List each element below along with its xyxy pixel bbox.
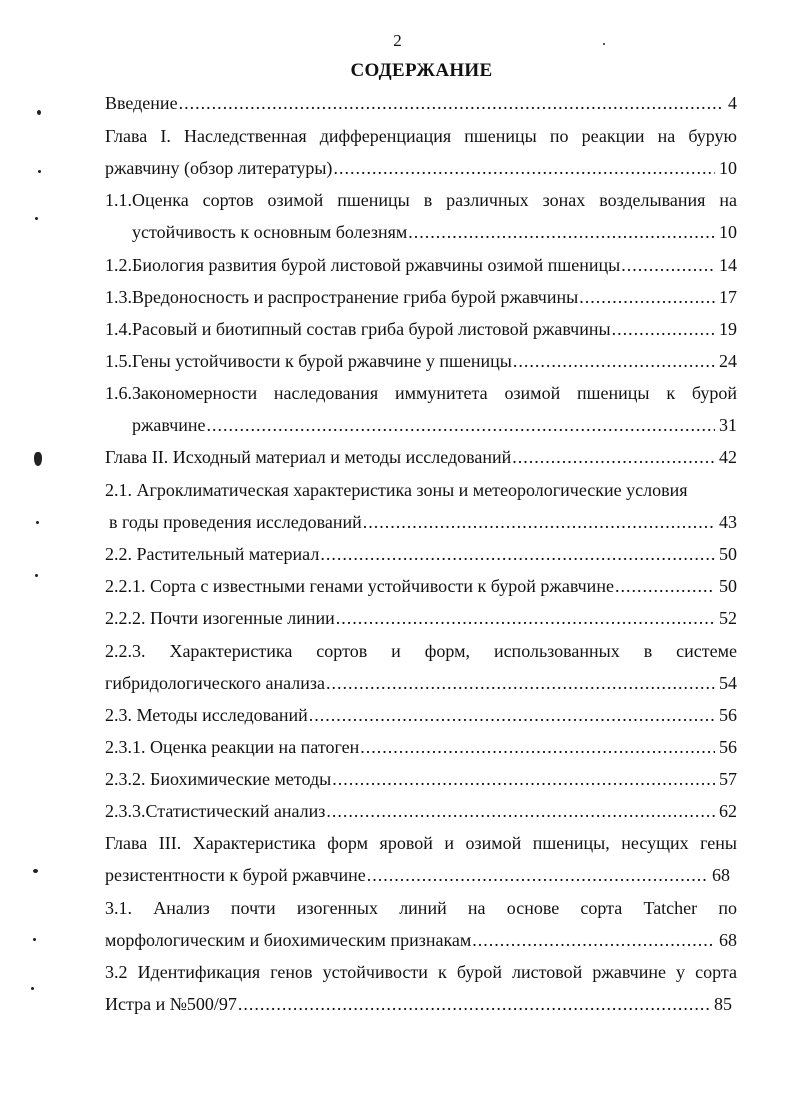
toc-entry-1-6-line1: 1.6.Закономерности наследования иммунитета озимой пшеницы к бурой xyxy=(105,383,737,403)
toc-page-number: 42 xyxy=(719,447,737,467)
toc-page-number: 4 xyxy=(728,93,737,113)
toc-entry-2-2-1 xyxy=(105,575,737,597)
toc-entry-text: 1.5.Гены устойчивости к бурой ржавчине у пшеницы xyxy=(105,351,512,371)
dot-leader xyxy=(363,511,715,533)
toc-entry-chapter-1-line1: Глава I. Наследственная дифференциация пшеницы по реакции на бурую xyxy=(105,126,737,146)
toc-entry-text: 2.3.2. Биохимические методы xyxy=(105,769,332,789)
toc-entry-1-6 xyxy=(132,414,737,436)
toc-page-number: 10 xyxy=(719,222,737,242)
toc-page-number: 62 xyxy=(719,801,737,821)
toc-page-number: 24 xyxy=(719,351,737,371)
toc-entry-2-1-line1: 2.1. Агроклиматическая характеристика зоны и метеорологические условия xyxy=(105,480,688,500)
scan-speck xyxy=(37,110,41,115)
toc-entry-text: 1.3.Вредоносность и распространение гриба бурой ржавчины xyxy=(105,287,579,307)
dot-leader xyxy=(512,446,715,468)
scan-speck xyxy=(33,869,38,873)
toc-entry-text: 1.2.Биология развития бурой листовой ржавчины озимой пшеницы xyxy=(105,255,621,275)
toc-entry-2-2-2 xyxy=(105,607,737,629)
toc-entry-2-3-2 xyxy=(105,768,737,790)
toc-entry-3-2 xyxy=(105,993,732,1015)
dot-leader xyxy=(615,575,715,597)
toc-entry-chapter-3-line1: Глава III. Характеристика форм яровой и озимой пшеницы, несущих гены xyxy=(105,833,737,853)
toc-page-number: 10 xyxy=(719,158,737,178)
dot-leader xyxy=(179,92,724,114)
toc-entry-text: 2.2.1. Сорта с известными генами устойчивости к бурой ржавчине xyxy=(105,576,614,596)
toc-entry-text: 1.4.Расовый и биотипный состав гриба бурой листовой ржавчины xyxy=(105,319,611,339)
dot-leader xyxy=(336,607,715,629)
toc-entry-text: Истра и №500/97 xyxy=(105,994,237,1014)
dot-leader xyxy=(513,350,715,372)
toc-page-number: 68 xyxy=(719,930,737,950)
toc-entry-1-1-line1: 1.1.Оценка сортов озимой пшеницы в различных зонах возделывания на xyxy=(105,190,737,210)
toc-page-number: 56 xyxy=(719,737,737,757)
toc-page-number: 17 xyxy=(719,287,737,307)
toc-entry-1-3 xyxy=(105,286,737,308)
toc-entry-text: 2.2.2. Почти изогенные линии xyxy=(105,608,335,628)
dot-leader xyxy=(238,993,710,1015)
toc-entry-2-2-3 xyxy=(105,672,737,694)
dot-leader xyxy=(621,254,715,276)
toc-entry-3-2-line1: 3.2 Идентификация генов устойчивости к бурой листовой ржавчине у сорта xyxy=(105,962,737,982)
toc-page-number: 56 xyxy=(719,705,737,725)
scan-speck xyxy=(38,170,41,173)
scan-speck xyxy=(36,521,39,524)
toc-entry-chapter-2 xyxy=(105,446,737,468)
toc-page-number: 31 xyxy=(719,415,737,435)
scan-speck xyxy=(31,987,34,990)
toc-page-number: 54 xyxy=(719,673,737,693)
dot-leader xyxy=(360,736,715,758)
toc-entry-text: гибридологического анализа xyxy=(105,673,325,693)
toc-entry-text: 2.3. Методы исследований xyxy=(105,705,308,725)
toc-entry-text: Глава II. Исходный материал и методы исследований xyxy=(105,447,512,467)
toc-page-number: 19 xyxy=(719,319,737,339)
dot-leader xyxy=(333,157,715,179)
dot-leader xyxy=(326,672,715,694)
toc-page-number: 68 xyxy=(712,865,730,885)
toc-entry-text: 2.3.3.Статистический анализ xyxy=(105,801,326,821)
toc-page-number: 50 xyxy=(719,576,737,596)
toc-entry-text: ржавчину (обзор литературы) xyxy=(105,158,333,178)
toc-entry-1-2 xyxy=(105,254,737,276)
toc-entry-2-2-3-line1: 2.2.3. Характеристика сортов и форм, использованных в системе xyxy=(105,641,737,661)
toc-entry-text: 2.3.1. Оценка реакции на патоген xyxy=(105,737,360,757)
toc-entry-2-2 xyxy=(105,543,737,565)
toc-entry-text: ржавчине xyxy=(132,415,206,435)
toc-page-number: 85 xyxy=(714,994,732,1014)
scan-speck xyxy=(35,574,38,577)
dot-leader xyxy=(207,414,715,436)
toc-title: СОДЕРЖАНИЕ xyxy=(350,60,493,81)
dot-leader xyxy=(367,864,708,886)
dot-leader xyxy=(332,768,715,790)
toc-entry-1-1 xyxy=(132,221,737,243)
toc-entry-2-3-3 xyxy=(105,800,737,822)
dot-leader xyxy=(579,286,715,308)
dot-leader xyxy=(408,221,715,243)
dot-leader xyxy=(326,800,715,822)
toc-entry-3-1 xyxy=(105,929,737,951)
toc-page-number: 50 xyxy=(719,544,737,564)
toc-entry-2-3-1 xyxy=(105,736,737,758)
toc-entry-text: Введение xyxy=(105,93,178,113)
dot-leader xyxy=(320,543,715,565)
toc-entry-text: в годы проведения исследований xyxy=(109,512,362,532)
dot-leader xyxy=(472,929,715,951)
scan-blot xyxy=(34,452,42,466)
toc-entry-1-4 xyxy=(105,318,737,340)
toc-page-number: 57 xyxy=(719,769,737,789)
toc-entry-text: 2.2. Растительный материал xyxy=(105,544,320,564)
scan-speck xyxy=(33,938,36,941)
toc-entry-text: устойчивость к основным болезням xyxy=(132,222,408,242)
scan-speck xyxy=(603,43,605,45)
toc-entry-3-1-line1: 3.1. Анализ почти изогенных линий на основе сорта Tatcher по xyxy=(105,898,737,918)
toc-entry-2-1 xyxy=(109,511,737,533)
toc-entry-introduction xyxy=(105,92,737,114)
toc-page-number: 52 xyxy=(719,608,737,628)
toc-entry-chapter-1 xyxy=(105,157,737,179)
toc-entry-chapter-3 xyxy=(105,864,730,886)
scan-speck xyxy=(35,217,38,220)
toc-page-number: 14 xyxy=(719,255,737,275)
dot-leader xyxy=(309,704,715,726)
page-number: 2 xyxy=(393,31,402,50)
toc-entry-text: морфологическим и биохимическим признакам xyxy=(105,930,472,950)
toc-entry-2-3 xyxy=(105,704,737,726)
toc-entry-1-5 xyxy=(105,350,737,372)
dot-leader xyxy=(612,318,715,340)
toc-page-number: 43 xyxy=(719,512,737,532)
toc-entry-text: резистентности к бурой ржавчине xyxy=(105,865,366,885)
